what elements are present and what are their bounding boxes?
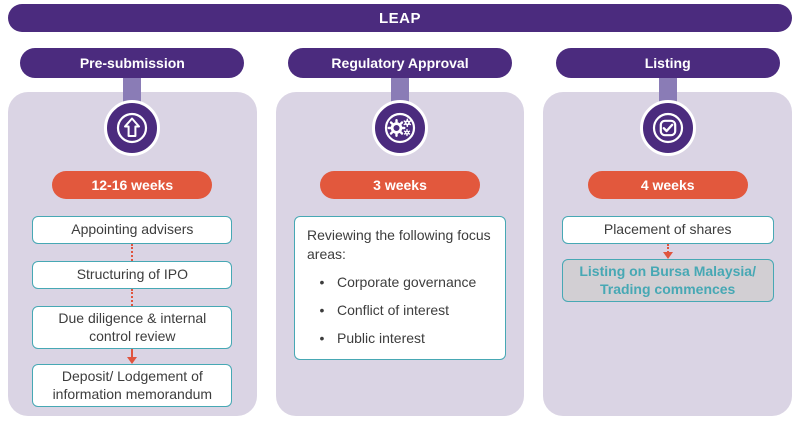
focus-areas-intro: Reviewing the following focus areas:	[307, 227, 491, 262]
pre-submission-panel	[8, 92, 257, 416]
step-label: Placement of shares	[603, 221, 732, 238]
bullet-label: Public interest	[337, 329, 425, 346]
arrow-connector	[127, 349, 137, 364]
bullet-marker: •	[319, 273, 325, 290]
regulatory-approval-steps	[294, 216, 506, 360]
duration-badge	[52, 171, 212, 199]
dotted-connector	[131, 289, 133, 306]
bullet-label: Corporate governance	[337, 273, 477, 290]
up-arrow-icon	[104, 100, 160, 156]
step-label: Appointing advisers	[71, 221, 194, 238]
step-placement-of-shares	[562, 216, 774, 244]
duration-label: 12-16 weeks	[91, 177, 174, 193]
regulatory-approval-header-label: Regulatory Approval	[331, 55, 469, 71]
pre-submission-steps	[32, 216, 232, 407]
bullet-label: Conflict of interest	[337, 301, 450, 318]
step-label: Due diligence & internal control review	[58, 310, 207, 344]
step-appointing-advisers	[32, 216, 232, 244]
listing-header-pill	[556, 48, 780, 78]
arrow-head	[127, 357, 137, 364]
listing-steps	[562, 216, 774, 302]
duration-label: 3 weeks	[373, 177, 427, 193]
gears-icon	[372, 100, 428, 156]
pre-submission-header-label: Pre-submission	[79, 55, 185, 71]
list-item	[307, 301, 493, 320]
duration-badge	[320, 171, 480, 199]
dotted-connector	[131, 244, 133, 261]
listing-panel	[543, 92, 792, 416]
step-structuring-ipo	[32, 261, 232, 289]
focus-areas-box	[294, 216, 506, 360]
step-label: Deposit/ Lodgement of information memorandum	[52, 368, 213, 402]
list-item	[307, 329, 493, 348]
arrow-head	[663, 252, 673, 259]
leap-title-bar	[8, 4, 792, 32]
step-listing-bursa-malaysia	[562, 259, 774, 302]
column-listing	[543, 48, 792, 416]
pre-submission-header-pill	[20, 48, 244, 78]
regulatory-approval-panel	[276, 92, 525, 416]
dotted-arrow-connector	[663, 244, 673, 259]
regulatory-approval-header-pill	[288, 48, 512, 78]
list-item	[307, 273, 493, 292]
step-label: Structuring of IPO	[76, 266, 188, 283]
duration-label: 4 weeks	[640, 177, 695, 193]
listing-header-label: Listing	[644, 55, 691, 71]
leap-title: LEAP	[378, 9, 421, 27]
step-label: Listing on Bursa Malaysia/ Trading commences	[579, 263, 756, 297]
step-deposit-lodgement	[32, 364, 232, 407]
bullet-marker: •	[319, 301, 325, 318]
step-due-diligence	[32, 306, 232, 349]
check-icon	[640, 100, 696, 156]
bullet-marker: •	[319, 329, 325, 346]
column-pre-submission	[8, 48, 257, 416]
process-columns	[8, 48, 792, 416]
duration-badge	[588, 171, 748, 199]
column-regulatory-approval	[276, 48, 525, 416]
